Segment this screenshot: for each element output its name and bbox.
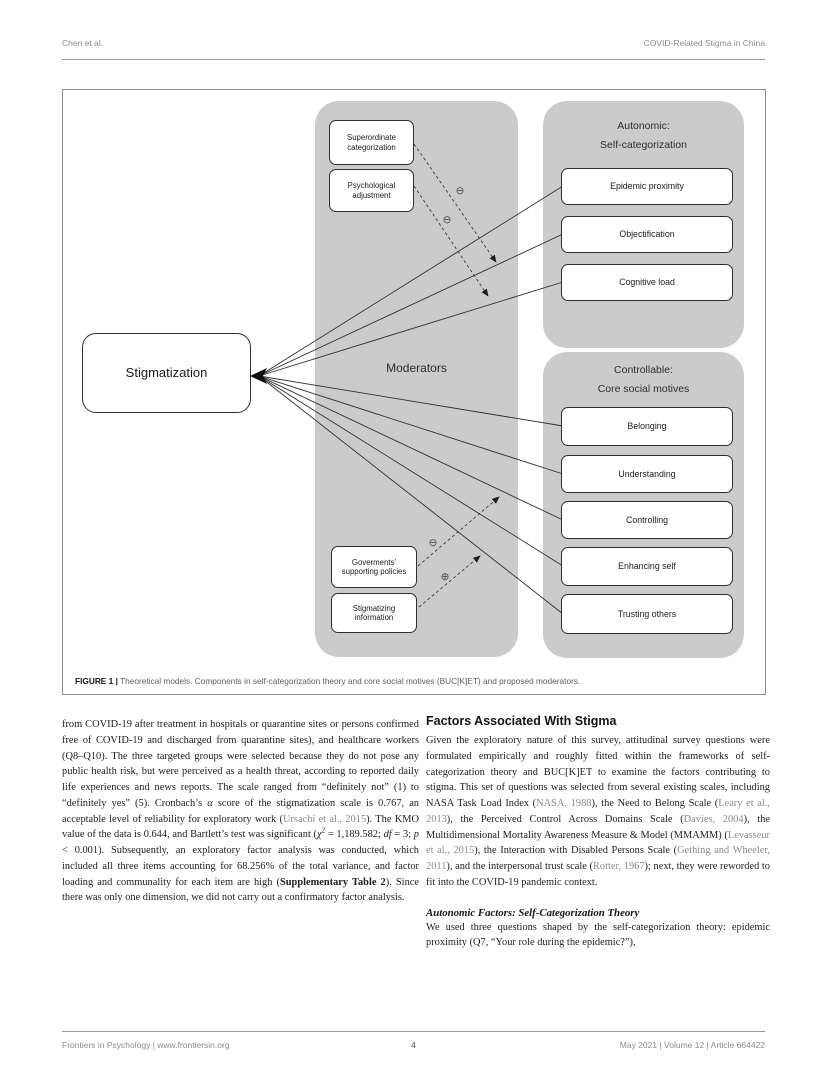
text-run: χ	[317, 829, 322, 841]
text-run: ). Since there was only one dimension, we did not carry out a confirmatory factor analysis.	[62, 876, 419, 904]
minus-sign-icon: ⊖	[442, 214, 452, 226]
figure-1	[62, 89, 766, 695]
text-run: from COVID-19 after treatment in hospitals or quarantine sites or persons confirmed free of COVID-19 and discharged from quarantine sites), and healthcare workers (Q8–Q10). The three targeted groups were selected because they do not pose any public health risk, but were perceived as a health threat, according to reported daily life experiences and news reports. The scale ranged from “definitely not” (1) to “definitely yes” (5). Cronbach’s	[62, 719, 419, 809]
citation-link[interactable]: Rotter, 1967	[592, 861, 645, 872]
figure-caption-separator: |	[115, 676, 118, 686]
controllable-title: Controllable: Core social motives	[597, 364, 690, 395]
belonging-box: Belonging	[561, 407, 733, 446]
text-run: p	[413, 829, 419, 841]
moderators-title: Moderators	[386, 361, 447, 375]
text-run: ), the Interaction with Disabled Persons Scale (	[474, 845, 678, 857]
figure-caption-label: FIGURE 1	[75, 676, 114, 686]
text-run: We used three questions shaped by the self-categorization theory: epidemic proximity (Q7, “Your role during the epidemic?”),	[426, 921, 770, 949]
page-number: 4	[411, 1040, 416, 1050]
text-run: df	[383, 829, 392, 841]
citation-link[interactable]: Ursachi et al., 2015	[282, 813, 367, 825]
running-head-authors: Chen et al.	[62, 38, 104, 48]
governments-supporting-policies-box: Goverments’ supporting policies	[331, 546, 417, 588]
autonomic-title: Autonomic: Self-categorization	[600, 120, 687, 151]
trusting-others-box: Trusting others	[561, 594, 733, 634]
body-column-left	[62, 717, 419, 906]
text-run: ), the Multidimensional Mortality Awareness Measure & Model (MMAMM) (	[426, 813, 770, 841]
controlling-box: Controlling	[561, 501, 733, 539]
text-run: ). The KMO value of the data is 0.644, and Bartlett’s test was significant (	[62, 813, 419, 841]
text-run: Given the exploratory nature of this survey, attitudinal survey questions were formulated empirically and roughly fitted within the frameworks of self-categorization theory and BUC[K]ET to examine the factors contributing to stigma. This set of questions was selected from several existing scales, including NASA Task Load Index (	[426, 735, 770, 809]
body-column-right	[426, 714, 770, 951]
text-run: ), the Need to Belong Scale (	[591, 798, 719, 809]
enhancing-self-box: Enhancing self	[561, 547, 733, 586]
minus-sign-icon: ⊖	[455, 185, 465, 197]
text-run: 2	[321, 826, 326, 835]
citation-link[interactable]: Davies, 2004	[683, 813, 744, 825]
text-run: = 1,189.582;	[325, 829, 384, 841]
text-run: ), the Perceived Control Across Domains Scale (	[446, 813, 684, 825]
methods-paragraph	[62, 717, 419, 906]
cognitive-load-box: Cognitive load	[561, 264, 733, 301]
objectification-box: Objectification	[561, 216, 733, 253]
text-run: ), and the interpersonal trust scale (	[446, 861, 593, 872]
citation-link[interactable]: Leary et al., 2013	[426, 798, 770, 825]
citation-link[interactable]: Gething and Wheeler, 2011	[426, 845, 771, 872]
converging-arrowhead	[250, 368, 267, 384]
text-run: = 3;	[391, 829, 414, 841]
figure-caption-text: Theoretical models. Components in self-categorization theory and core social motives (BUC[K]ET) and proposed moderators.	[120, 676, 581, 686]
minus-sign-icon: ⊖	[428, 537, 438, 549]
text-run: ); next, they were reworded to fit into the COVID-19 pandemic context.	[426, 861, 770, 888]
text-run: α	[207, 797, 213, 809]
running-header	[62, 38, 765, 48]
text-run: score of the stigmatization scale is 0.767, an acceptable level of reliability for exploratory work (	[62, 797, 420, 825]
citation-link[interactable]: NASA, 1988	[536, 798, 592, 809]
moderation-arrows	[414, 144, 499, 607]
epidemic-proximity-box: Epidemic proximity	[561, 168, 733, 205]
factors-paragraph	[426, 733, 770, 891]
understanding-box: Understanding	[561, 455, 733, 493]
citation-link[interactable]: Levasseur et al., 2015	[426, 829, 770, 857]
stigmatization-box: Stigmatization	[82, 333, 251, 413]
psychological-adjustment-box: Psychological adjustment	[329, 169, 414, 212]
autonomic-paragraph	[426, 920, 770, 952]
text-run: Supplementary Table 2	[279, 876, 386, 888]
header-divider	[62, 59, 765, 60]
running-head-title: COVID-Related Stigma in China	[643, 38, 765, 48]
section-heading-factors: Factors Associated With Stigma	[426, 714, 617, 728]
text-run: < 0.001). Subsequently, an exploratory factor analysis was conducted, which included all three items accounting for 68.256% of the total variance, and factor loading and communality for each item are high (	[62, 845, 419, 888]
journal-name[interactable]: Frontiers in Psychology | www.frontiersin.org	[62, 1040, 230, 1050]
figure-caption	[75, 676, 755, 686]
footer-divider	[62, 1031, 765, 1032]
issue-info: May 2021 | Volume 12 | Article 664422	[619, 1040, 765, 1050]
subsection-heading-autonomic: Autonomic Factors: Self-Categorization Theory	[426, 906, 640, 919]
superordinate-categorization-box: Superordinate categorization	[329, 120, 414, 165]
stigmatizing-information-box: Stigmatizing information	[331, 593, 417, 633]
plus-sign-icon: ⊕	[440, 571, 450, 583]
